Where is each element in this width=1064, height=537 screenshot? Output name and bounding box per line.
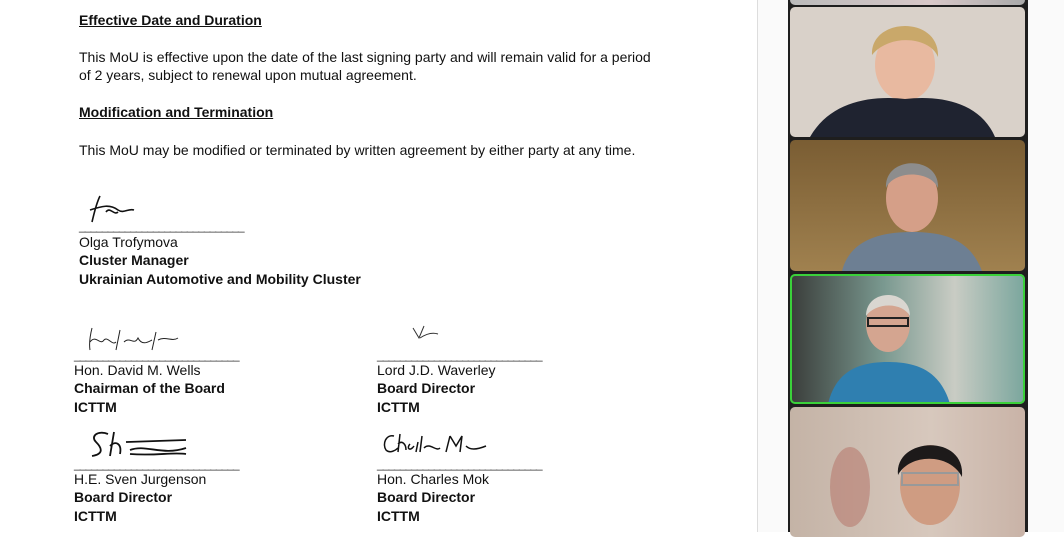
signature-line: _____________________________ (377, 348, 542, 362)
participant-video (790, 7, 1025, 137)
signature-line: _____________________________ (377, 457, 542, 471)
paragraph-line: This MoU is effective upon the date of the last signing party and will remain valid for a period (79, 49, 651, 65)
signatory-name: Hon. David M. Wells (74, 362, 201, 378)
paragraph-line: of 2 years, subject to renewal upon mutual agreement. (79, 67, 417, 83)
signature-line: _____________________________ (79, 219, 244, 233)
video-tile[interactable] (790, 0, 1025, 5)
signatory-org: ICTTM (74, 508, 117, 524)
paragraph-line: This MoU may be modified or terminated by written agreement by either party at any time. (79, 142, 636, 158)
signatory-org: ICTTM (74, 399, 117, 415)
signatory-title: Chairman of the Board (74, 380, 225, 396)
signatory-org: ICTTM (377, 508, 420, 524)
participant-video (790, 407, 1025, 537)
signatory-org: Ukrainian Automotive and Mobility Cluster (79, 271, 361, 287)
signatory-name: Lord J.D. Waverley (377, 362, 496, 378)
video-tile[interactable] (790, 407, 1025, 537)
participant-video (790, 274, 1025, 404)
signature-image (410, 322, 440, 344)
signatory-name: H.E. Sven Jurgenson (74, 471, 207, 487)
signature-line: _____________________________ (74, 348, 239, 362)
signatory-title: Board Director (74, 489, 173, 505)
signatory-name: Hon. Charles Mok (377, 471, 490, 487)
signatory-title: Board Director (377, 380, 476, 396)
section-heading: Modification and Termination (79, 104, 274, 120)
signature-image (380, 430, 490, 458)
participant-video (790, 140, 1025, 271)
signatory-title: Board Director (377, 489, 476, 505)
section-heading: Effective Date and Duration (79, 12, 262, 28)
video-tile[interactable] (790, 140, 1025, 271)
video-tile-active-speaker[interactable] (790, 274, 1025, 404)
signature-line: _____________________________ (74, 457, 239, 471)
video-tile[interactable] (790, 7, 1025, 137)
signatory-name: Olga Trofymova (79, 234, 178, 250)
signatory-title: Cluster Manager (79, 252, 189, 268)
signatory-org: ICTTM (377, 399, 420, 415)
